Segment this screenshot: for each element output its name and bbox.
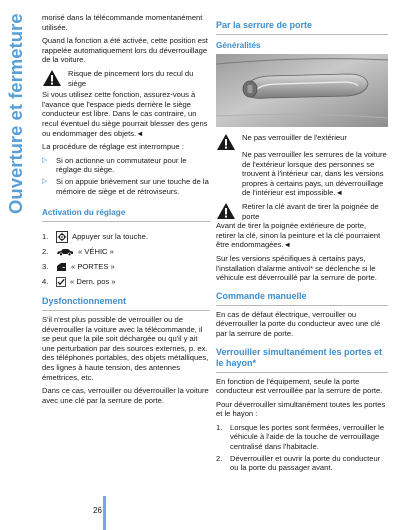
warning-block	[42, 69, 210, 88]
list-item	[42, 177, 210, 196]
section-heading: Commande manuelle	[216, 291, 388, 306]
step-item	[42, 230, 210, 243]
warning-icon	[216, 133, 236, 151]
paragraph: Pour déverrouiller simultanément toutes les portes et le hayon :	[216, 399, 386, 419]
step-item	[42, 260, 210, 273]
warning-block	[216, 202, 388, 221]
step-text: Appuyer sur la touche.	[72, 231, 148, 241]
left-column	[42, 13, 210, 409]
door-handle-image	[216, 54, 388, 127]
right-column	[216, 20, 388, 475]
step-item	[42, 245, 210, 258]
step-number: 1.	[42, 231, 49, 241]
list-item	[42, 156, 210, 175]
paragraph: En cas de défaut électrique, verrouiller ou déverrouiller la porte du conducteur avec une clé par la serrure de porte.	[216, 309, 381, 338]
step-number: 2.	[216, 453, 223, 463]
section-heading: Verrouiller simultanément les portes et le hayon*	[216, 347, 388, 373]
step-text: « VÉHIC »	[78, 246, 114, 256]
door-icon	[56, 262, 67, 272]
warning-block	[216, 133, 388, 151]
step-number: 3.	[42, 261, 49, 271]
bullet-icon: ▷	[42, 177, 48, 185]
subsection-heading: Généralités	[216, 41, 261, 50]
paragraph: Ne pas verrouiller les serrures de la voiture de l'extérieur lorsque des personnes se trouvent à l'intérieur car, dans les versions propres à certains pays, un déverrouillage de l'intérieur est impossible.◄	[242, 150, 387, 198]
step-number: 4.	[42, 276, 49, 286]
step-text: « PORTES »	[71, 261, 115, 271]
step-number: 1.	[216, 422, 223, 432]
paragraph: En fonction de l'équipement, seule la porte conducteur est verrouillée par la serrure de porte.	[216, 376, 383, 396]
step-item	[216, 423, 388, 452]
step-number: 2.	[42, 246, 49, 256]
section-heading: Par la serrure de porte	[216, 20, 388, 35]
warning-title: Risque de pincement lors du recul du siège	[68, 68, 194, 88]
list-item-text: Si on actionne un commutateur pour le réglage du siège.	[56, 155, 187, 175]
bullet-icon: ▷	[42, 156, 48, 164]
page-marker-bar	[103, 496, 106, 530]
page-number: 26	[93, 506, 102, 515]
section-heading: Activation du réglage	[42, 208, 210, 222]
warning-title: Retirer la clé avant de tirer la poignée de porte	[242, 201, 379, 221]
chapter-title: Ouverture et fermeture	[5, 13, 26, 214]
paragraph: Dans ce cas, verrouiller ou déverrouiller la voiture avec une clé par la serrure de porte.	[42, 386, 209, 405]
paragraph: Si vous utilisez cette fonction, assurez-vous à l'avance que l'espace pieds derrière le siège conducteur est libre. Dans le cas contraire, un recul éventuel du siège pourrait blesser des gens ou endommager des objets.◄	[42, 90, 208, 138]
step-item	[216, 454, 388, 473]
warning-title: Ne pas verrouiller de l'extérieur	[242, 133, 347, 142]
list-item-text: Si on appuie brièvement sur une touche de la mémoire de siège et de rétroviseurs.	[56, 176, 209, 196]
step-text: Déverrouiller et ouvrir la porte du conducteur ou la porte du passager avant.	[230, 453, 381, 473]
paragraph: S'il n'est plus possible de verrouiller ou de déverrouiller la voiture avec la télécommande, il se peut que la pile soit déchargée ou qu'il y ait une perturbation par des sources externes, p. ex. des téléphones portables, des objets métalliques, des lignes à haute tension, des antennes émettrices, etc.	[42, 315, 209, 382]
warning-icon	[42, 69, 62, 87]
step-text: « Dern. pos »	[70, 276, 116, 286]
check-icon	[56, 277, 66, 287]
car-icon	[56, 248, 74, 256]
sidebar	[4, 14, 28, 214]
step-item	[42, 275, 210, 288]
warning-icon	[216, 202, 236, 220]
paragraph: Avant de tirer la poignée extérieure de porte, retirer la clé, sinon la peinture et la clé pourraient être endommagées.◄	[216, 221, 381, 250]
paragraph: La procédure de réglage est interrompue :	[42, 142, 184, 152]
section-heading: Dysfonctionnement	[42, 296, 210, 311]
step-text: Lorsque les portes sont fermées, verrouiller le véhicule à l'aide de la touche de verrouillage centralisé dans l'habitacle.	[230, 422, 385, 452]
settings-icon	[56, 231, 68, 243]
paragraph: Quand la fonction a été activée, cette position est rappelée automatiquement lors du déverrouillage de la voiture.	[42, 36, 208, 65]
paragraph: morisé dans la télécommande momentanément utilisée.	[42, 13, 203, 32]
paragraph: Sur les versions spécifiques à certains pays, l'installation d'alarme antivol* se déclenche si le véhicule est déverrouillé par la serrure de porte.	[216, 253, 377, 283]
